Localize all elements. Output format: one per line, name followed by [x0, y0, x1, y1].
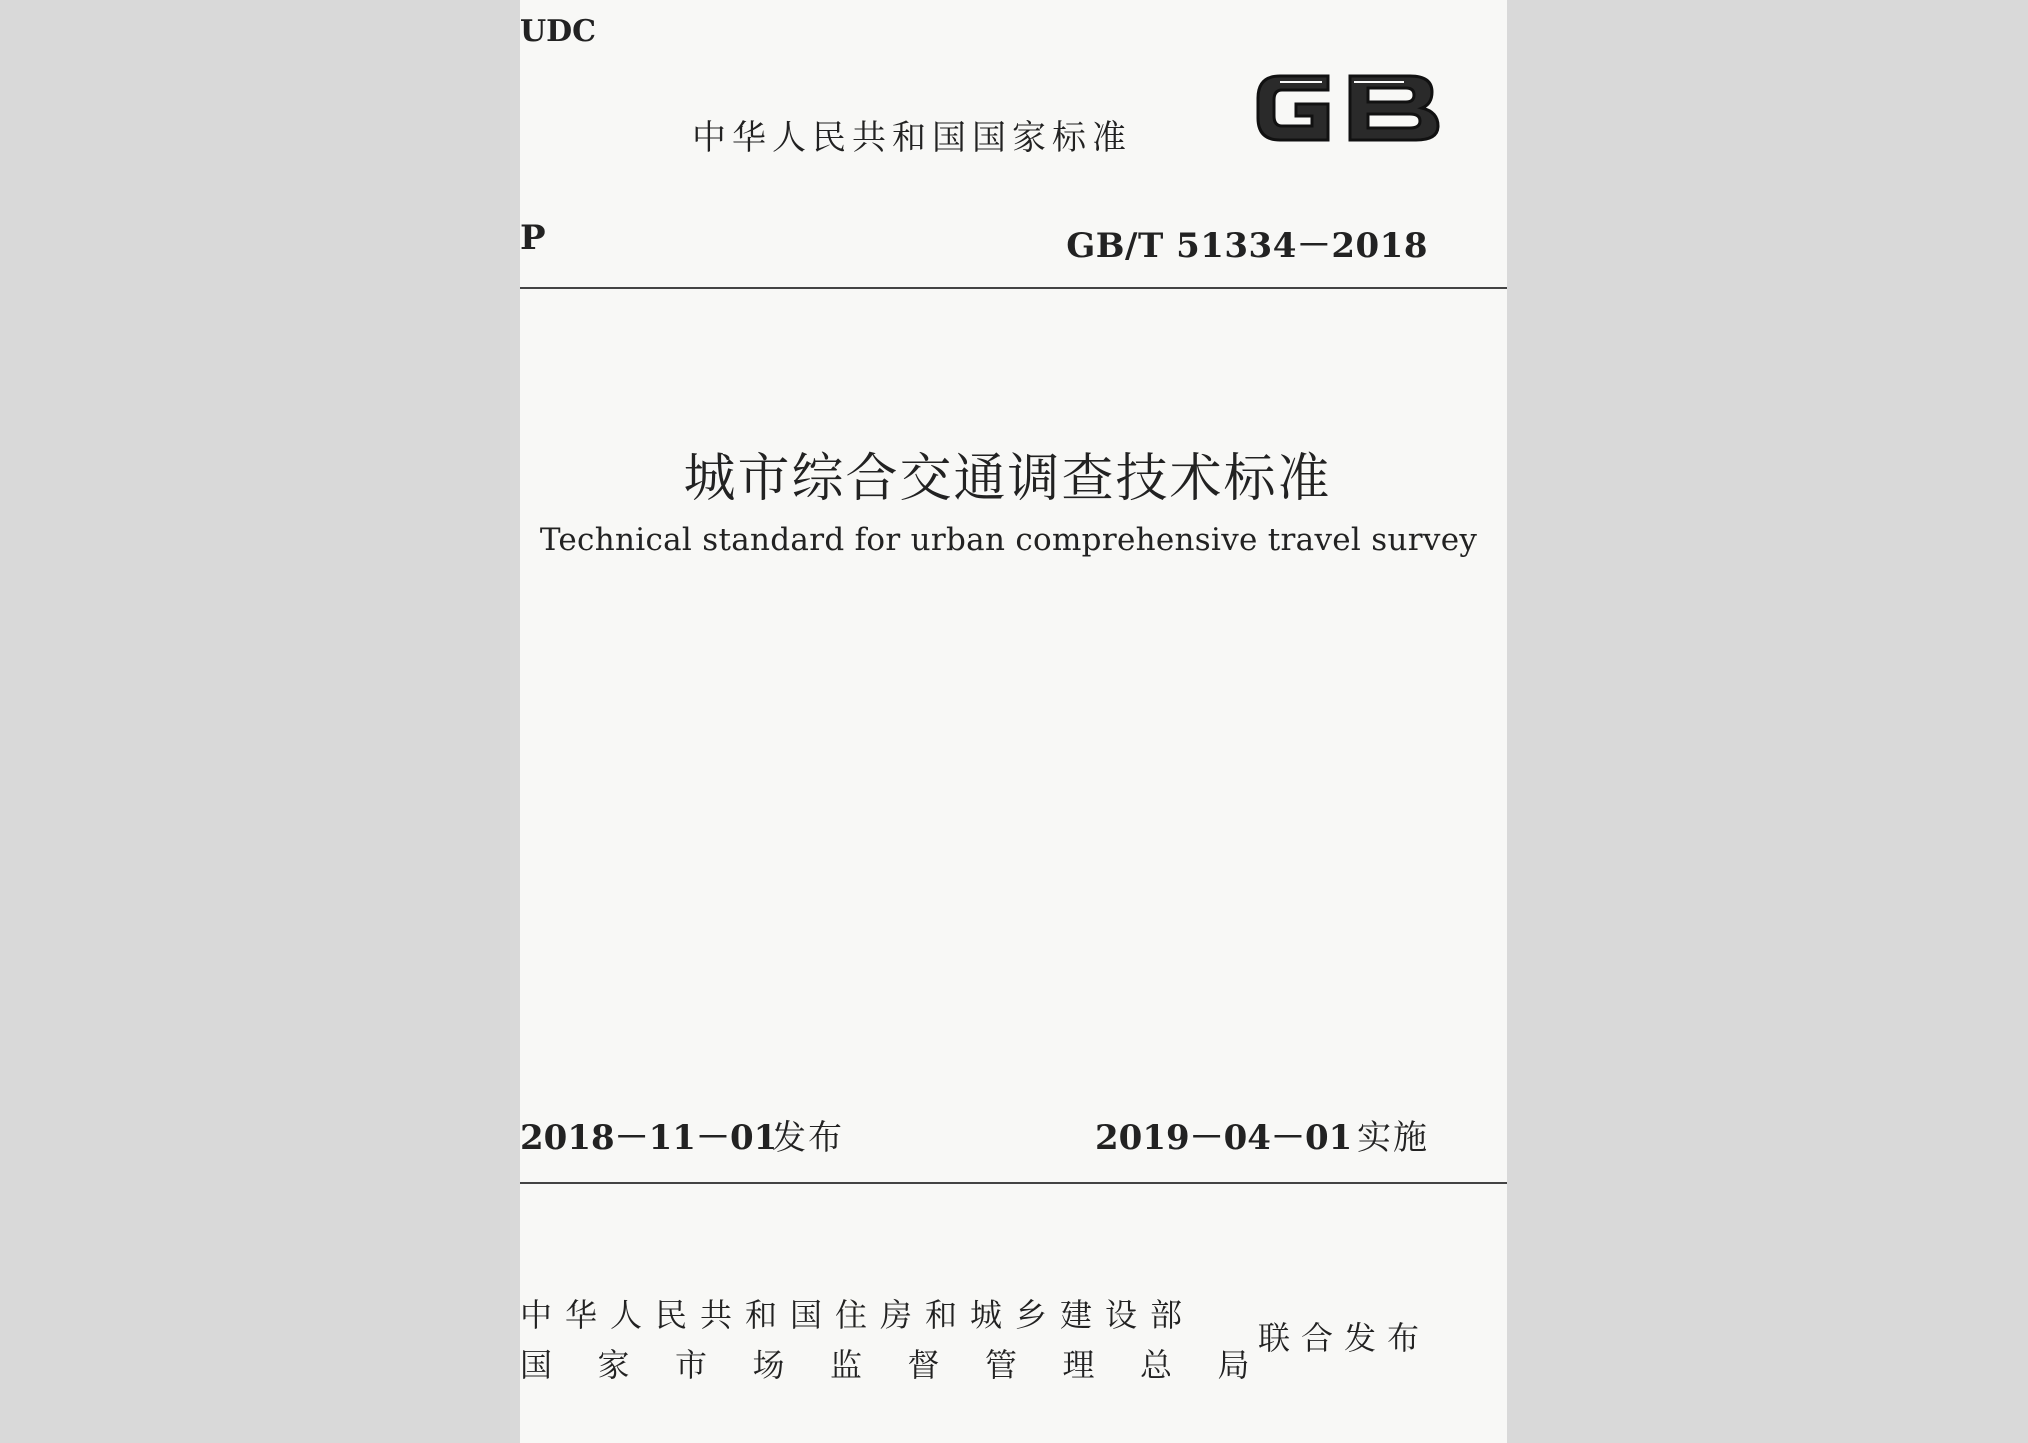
standard-number: GB/T 51334－2018: [1066, 226, 1428, 266]
gb-logo: [1250, 58, 1450, 158]
title-english: Technical standard for urban comprehensive travel survey: [539, 522, 1478, 558]
title-chinese: 城市综合交通调查技术标准: [683, 449, 1332, 509]
effective-label: 实施: [1357, 1118, 1429, 1158]
udc-label: UDC: [520, 14, 597, 49]
issuer-ministry: 中华人民共和国住房和城乡建设部: [520, 1296, 1196, 1334]
gb-logo-icon: [1250, 58, 1450, 158]
standard-cover-page: [520, 0, 1507, 1443]
publish-date: 2018－11－01: [520, 1118, 778, 1158]
classification-code: P: [520, 218, 546, 258]
national-standard-heading: 中华人民共和国国家标准: [692, 118, 1132, 158]
effective-date: 2019－04－01: [1095, 1118, 1353, 1158]
bottom-divider: [520, 1182, 1507, 1184]
top-divider: [520, 287, 1507, 289]
issuer-administration: 国家市场监督管理总局: [520, 1346, 1296, 1384]
joint-release-label: 联合发布: [1258, 1319, 1431, 1357]
publish-label: 发布: [772, 1118, 844, 1158]
